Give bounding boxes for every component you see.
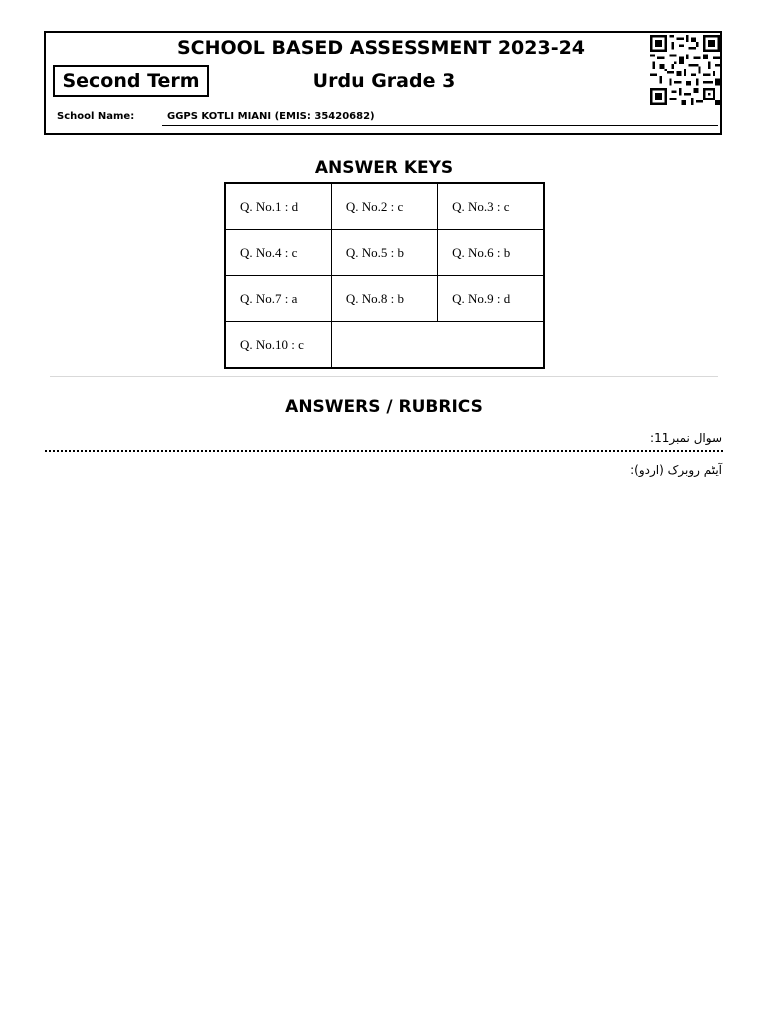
answer-key-cell: Q. No.5 : b (331, 230, 437, 276)
empty-cell (331, 322, 544, 369)
answer-key-cell: Q. No.10 : c (225, 322, 331, 369)
page-title: SCHOOL BASED ASSESSMENT 2023-24 (176, 37, 586, 59)
answer-key-cell: Q. No.1 : d (225, 183, 331, 230)
answer-key-cell: Q. No.7 : a (225, 276, 331, 322)
answer-keys-table (224, 182, 545, 369)
school-name-label: School Name: (57, 111, 135, 122)
answer-key-cell: Q. No.8 : b (331, 276, 437, 322)
answer-key-cell: Q. No.6 : b (438, 230, 544, 276)
header-box (44, 31, 722, 135)
answer-key-cell: Q. No.9 : d (438, 276, 544, 322)
answer-keys-heading: ANSWER KEYS (314, 158, 454, 178)
answer-key-cell: Q. No.3 : c (438, 183, 544, 230)
answer-key-cell: Q. No.2 : c (331, 183, 437, 230)
question-number-label: سوال نمبر11: (650, 431, 722, 445)
section-divider (50, 376, 718, 377)
dotted-separator (45, 450, 723, 452)
table-row (225, 183, 544, 230)
qr-code-icon (650, 35, 720, 105)
school-name-underline (162, 125, 718, 126)
school-name-value: GGPS KOTLI MIANI (EMIS: 35420682) (167, 111, 375, 122)
table-row (225, 276, 544, 322)
rubrics-heading: ANSWERS / RUBRICS (285, 397, 483, 417)
table-row (225, 230, 544, 276)
term-badge: Second Term (53, 65, 209, 97)
answer-key-cell: Q. No.4 : c (225, 230, 331, 276)
table-row (225, 322, 544, 369)
rubric-label: آیٹم روبرک (اردو): (630, 463, 722, 477)
subject-title: Urdu Grade 3 (312, 70, 456, 92)
